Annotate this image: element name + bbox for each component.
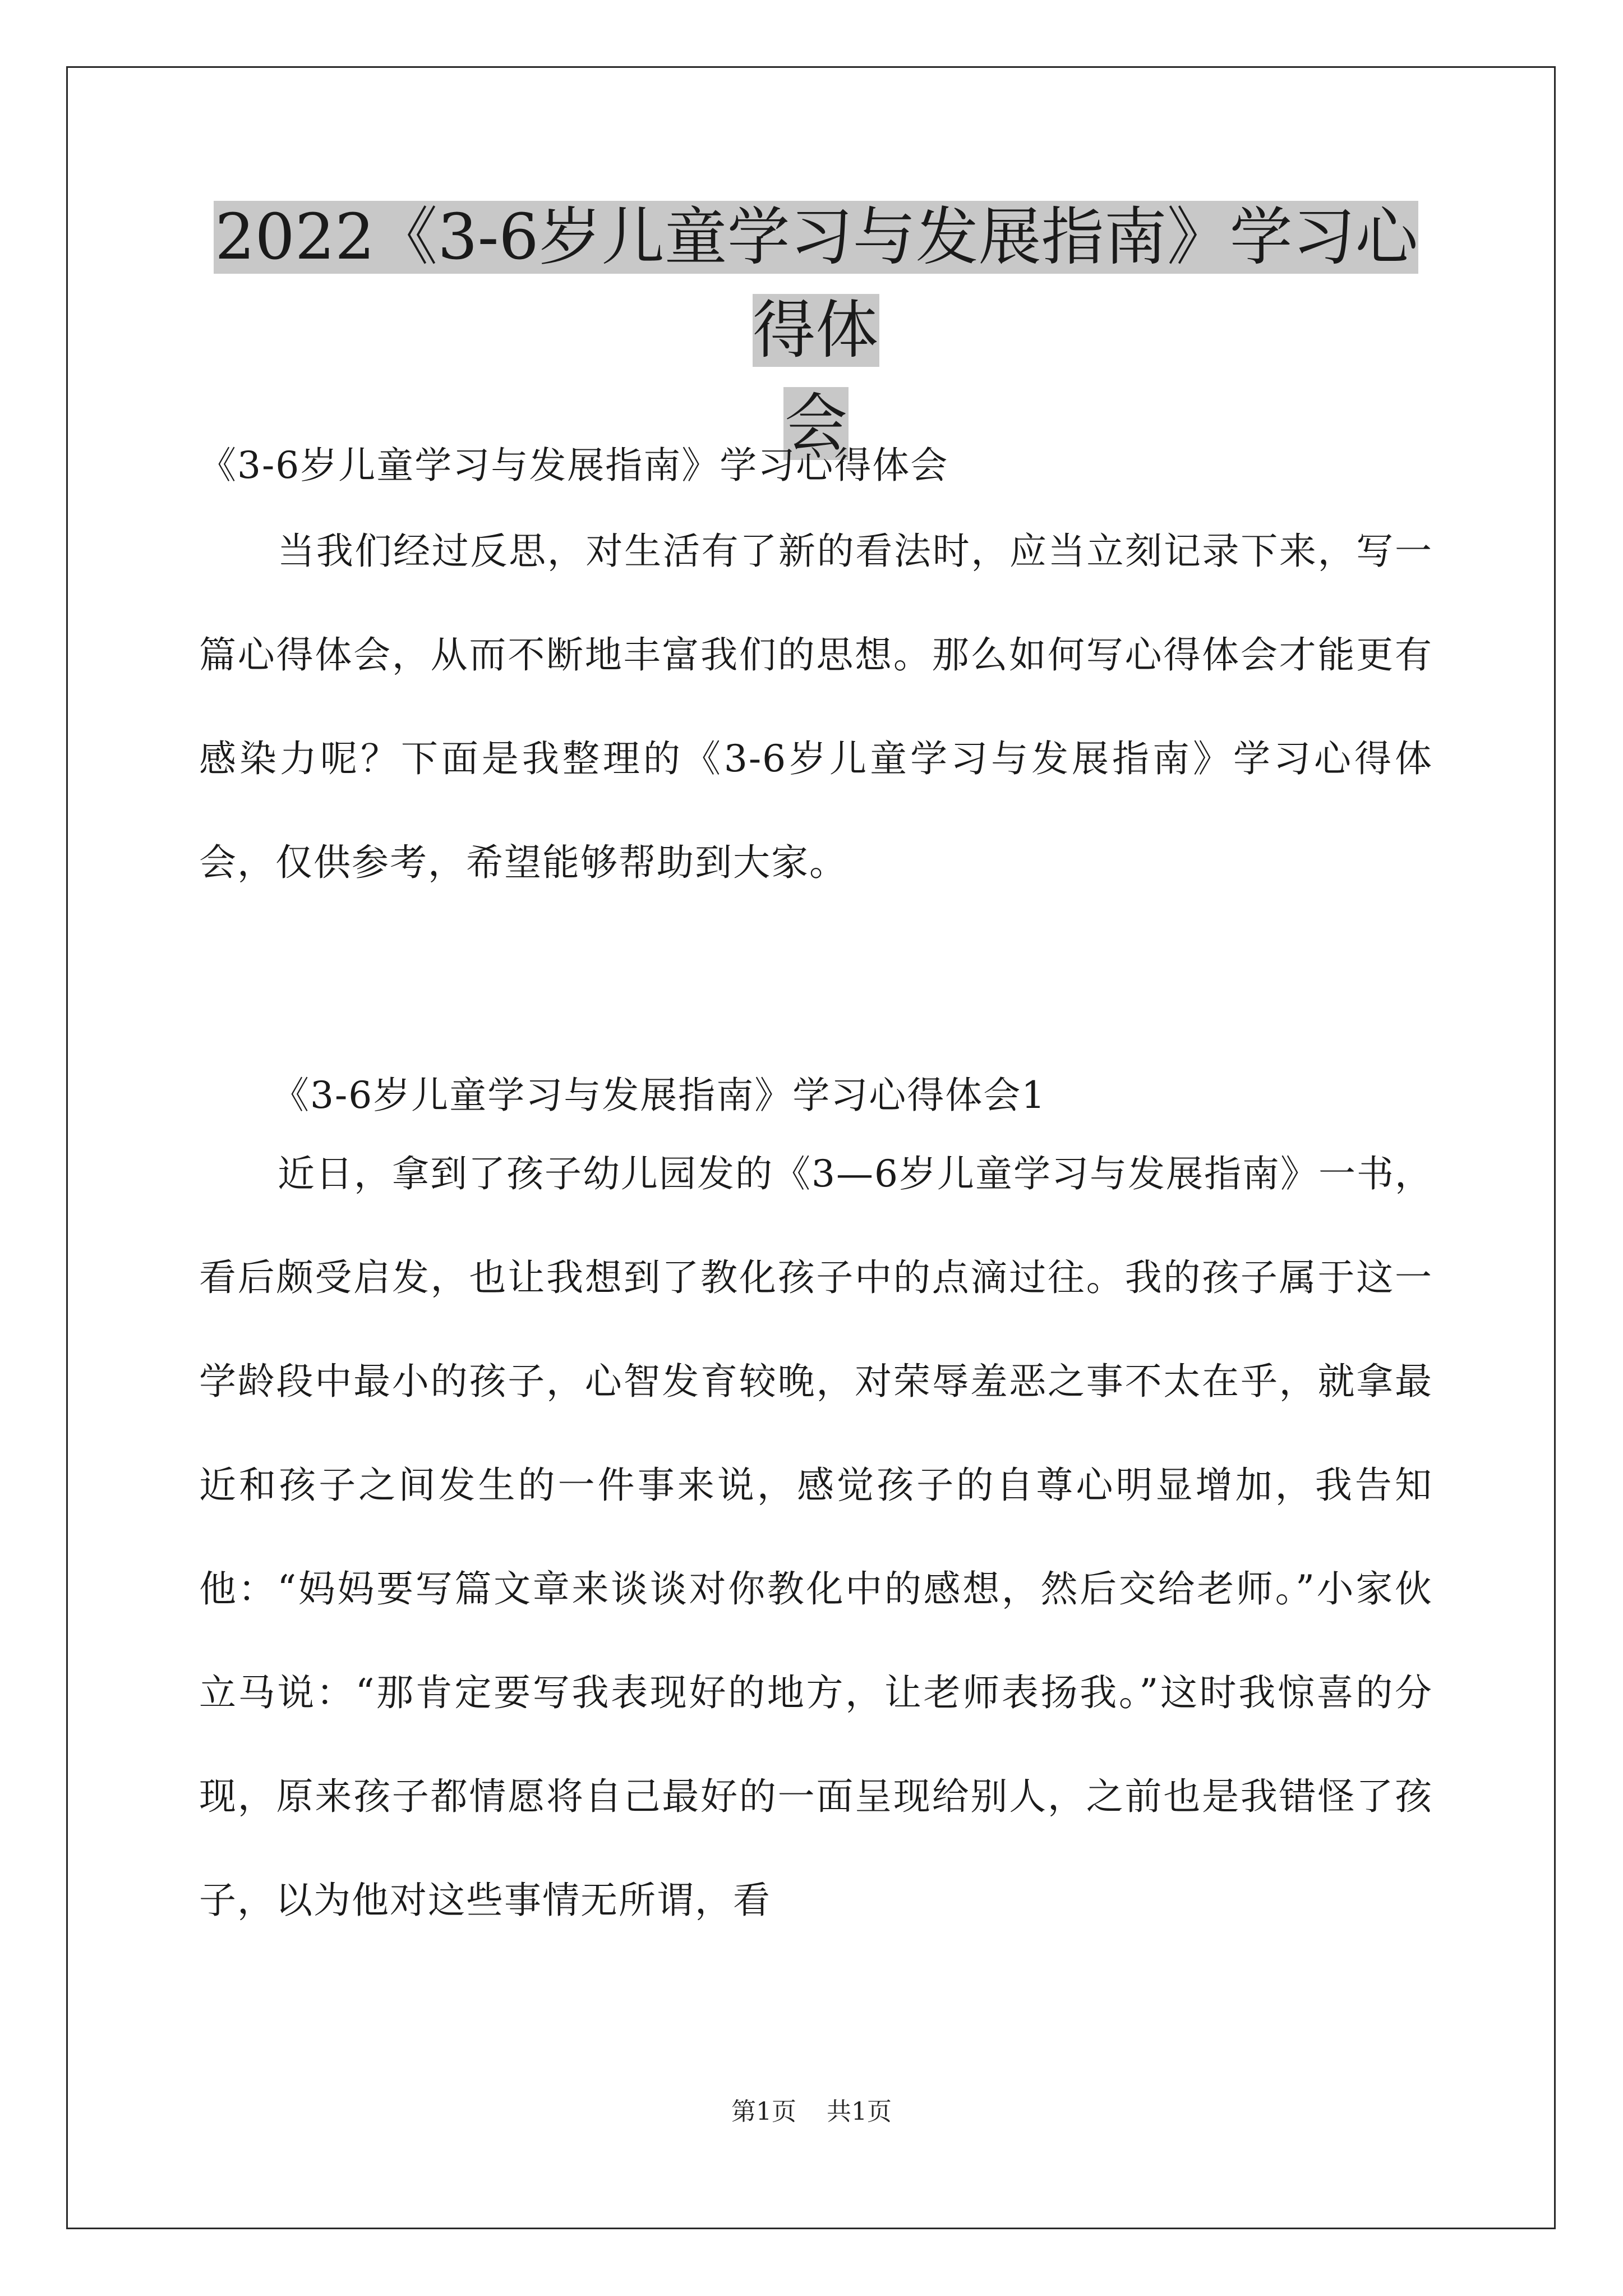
subtitle: 《3-6岁儿童学习与发展指南》学习心得体会 xyxy=(199,444,949,487)
section-heading: 《3-6岁儿童学习与发展指南》学习心得体会1 xyxy=(272,1074,1046,1117)
intro-paragraph: 当我们经过反思，对生活有了新的看法时，应当立刻记录下来，写一篇心得体会，从而不断地丰富我们的思想。那么如何写心得体会才能更有感染力呢？下面是我整理的《3-6岁儿童学习与发展指南》学习心得体会，仅供参考，希望能够帮助到大家。 xyxy=(199,530,1433,884)
page-footer xyxy=(0,2091,1623,2127)
page-total: 共1页 xyxy=(827,2097,892,2126)
section-paragraph: 近日，拿到了孩子幼儿园发的《3—6岁儿童学习与发展指南》一书，看后颇受启发，也让我想到了教化孩子中的点滴过往。我的孩子属于这一学龄段中最小的孩子，心智发育较晚，对荣辱羞恶之事不太在乎，就拿最近和孩子之间发生的一件事来说，感觉孩子的自尊心明显增加，我告知他：“妈妈要写篇文章来谈谈对你教化中的感想，然后交给老师。”小家伙立马说：“那肯定要写我表现好的地方，让老师表扬我。”这时我惊喜的分现，原来孩子都情愿将自己最好的一面呈现给别人，之前也是我错怪了孩子，以为他对这些事情无所谓，看 xyxy=(199,1152,1433,1922)
title-line-1: 2022《3-6岁儿童学习与发展指南》学习心得体 xyxy=(215,201,1418,367)
page-number: 第1页 xyxy=(731,2097,796,2126)
title-line-2: 会 xyxy=(785,387,847,460)
